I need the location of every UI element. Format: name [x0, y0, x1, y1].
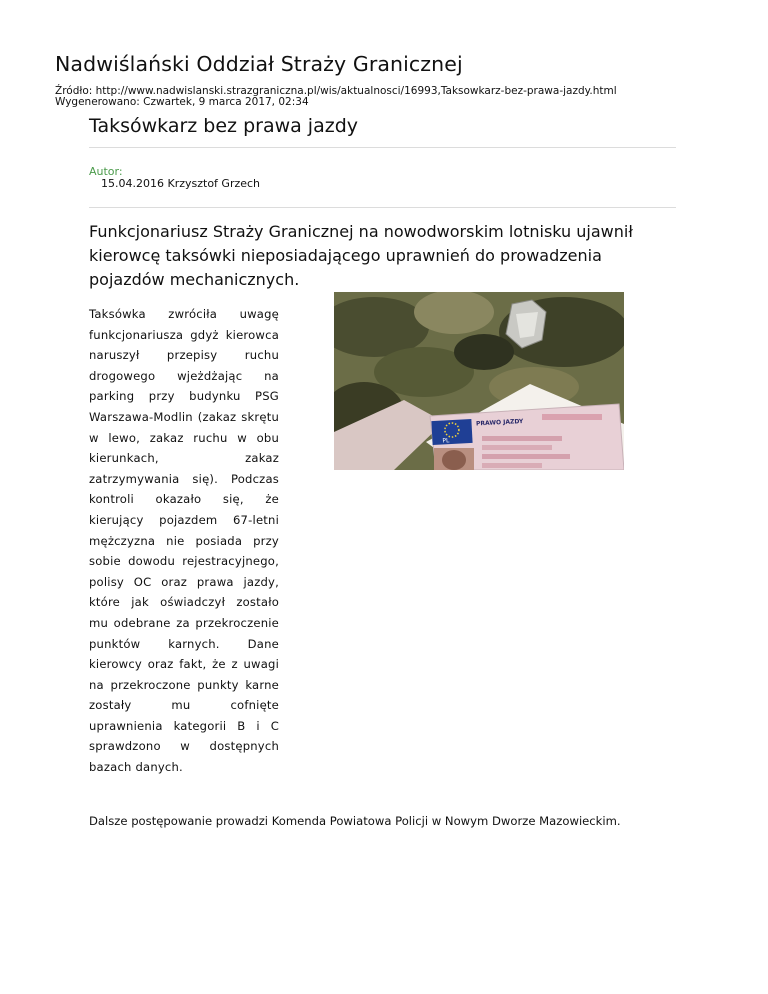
generated-line: Wygenerowano: Czwartek, 9 marca 2017, 02:34 [55, 96, 309, 108]
author-label: Autor: [89, 165, 123, 178]
site-title: Nadwiślański Oddział Straży Granicznej [55, 52, 463, 76]
driving-license-photo [334, 292, 624, 470]
divider-bottom [89, 207, 676, 208]
article-date-author: 15.04.2016 Krzysztof Grzech [101, 177, 261, 190]
article-title: Taksówkarz bez prawa jazdy [89, 115, 359, 137]
article-lead: Funkcjonariusz Straży Granicznej na nowodworskim lotnisku ujawnił kierowcę taksówki nieposiadającego uprawnień do prowadzenia pojazdów mechanicznych. [89, 222, 633, 289]
license-header-label: PRAWO JAZDY [475, 417, 524, 428]
source-line: Źródło: http://www.nadwislanski.strazgraniczna.pl/wis/aktualnosci/16993,Taksowkarz-bez-prawa-jazdy.html [55, 85, 617, 97]
article-photo [334, 292, 624, 470]
divider-top [89, 147, 676, 148]
document-meta [55, 86, 617, 108]
country-code-label: PL [442, 437, 450, 445]
article-body: Taksówka zwróciła uwagę funkcjonariusza gdyż kierowca naruszył przepisy ruchu drogowego wjeżdżając na parking przy budynku PSG Warszawa-Modlin (zakaz skrętu w lewo, zakaz ruchu w obu kierunkach, zakaz zatrzymywania się). Podczas kontroli okazało się, że kierujący pojazdem 67-letni mężczyzna nie posiada przy sobie dowodu rejestracyjnego, polisy OC oraz prawa jazdy, które jak oświadczył zostało mu odebrane za przekroczenie punktów karnych. Dane kierowcy oraz fakt, że z uwagi na przekroczone punkty karne zostały mu cofnięte uprawnienia kategorii B i C sprawdzono w dostępnych bazach danych. [89, 307, 279, 775]
article-footer: Dalsze postępowanie prowadzi Komenda Powiatowa Policji w Nowym Dworze Mazowieckim. [89, 814, 621, 828]
